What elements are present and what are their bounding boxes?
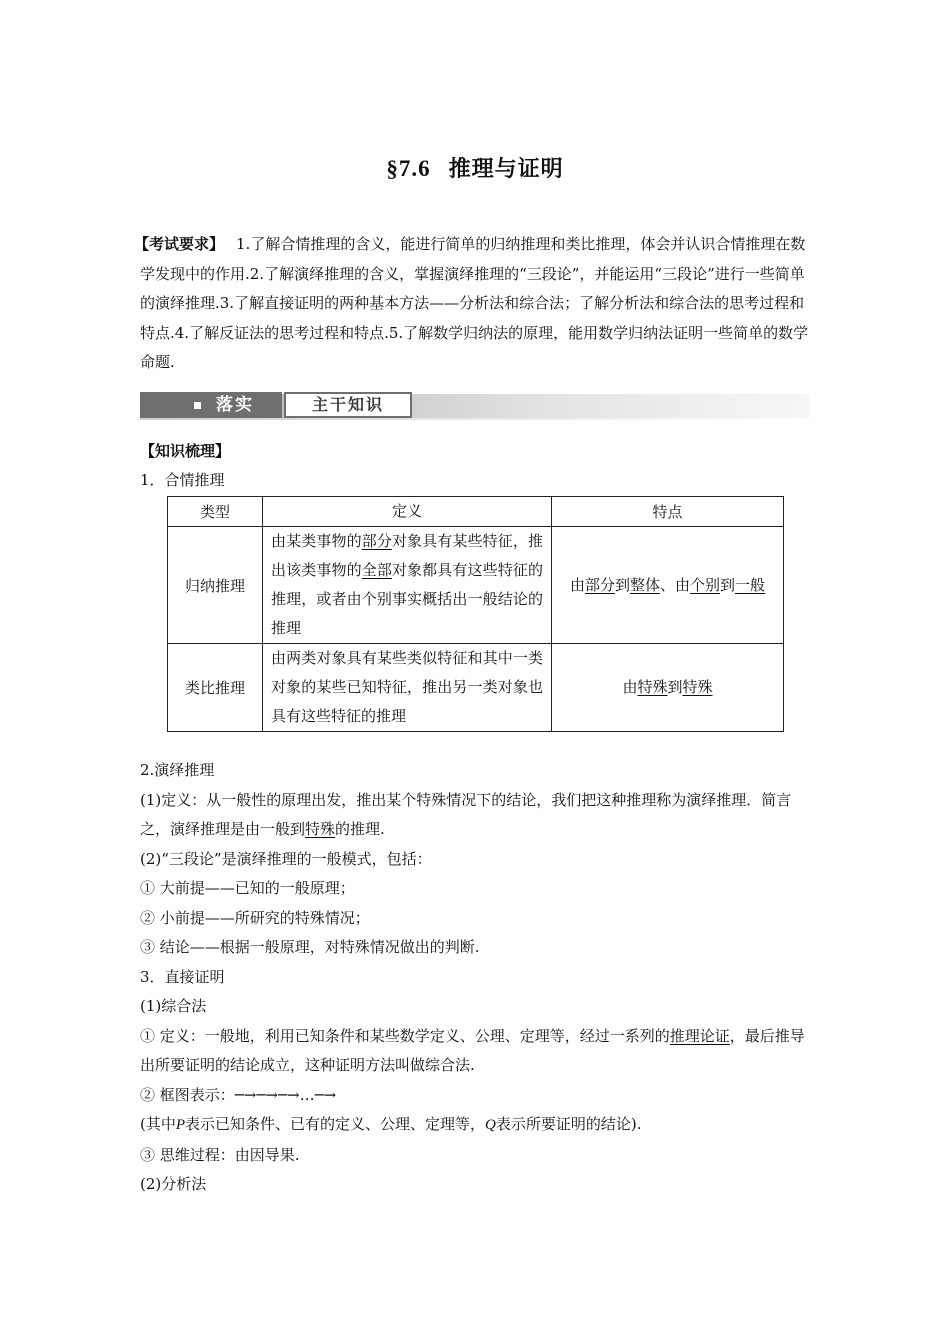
underlined-answer: 推理论证 <box>669 1026 730 1045</box>
text-span: 由某类事物的 <box>271 532 362 550</box>
underlined-answer: 整体 <box>629 575 660 594</box>
underlined-answer: 特殊 <box>637 678 668 696</box>
header-definition: 定义 <box>263 497 552 527</box>
underlined-answer: 全部 <box>361 561 392 579</box>
math-variable: P <box>175 1117 186 1133</box>
text-span: (其中 <box>140 1115 176 1133</box>
body-text <box>140 756 812 1200</box>
text-span: 由 <box>622 678 638 696</box>
paragraph <box>140 1022 812 1081</box>
flow-arrows: ─→─→─→…─→ <box>234 1085 337 1104</box>
paragraph <box>140 1110 812 1141</box>
requirements-text: 1.了解合情推理的含义，能进行简单的归纳推理和类比推理，体会并认识合情推理在数学发现中的作用.2.了解演绎推理的含义，掌握演绎推理的“三段论”，并能运用“三段论”进行一些简单的演绎推理.3.了解直接证明的两种基本方法——分析法和综合法；了解分析法和综合法的思考过程和特点.4.了解反证法的思考过程和特点.5.了解数学归纳法的原理，能用数学归纳法证明一些简单的数学命题. <box>140 235 809 371</box>
text-span: (1)定义：从一般性的原理出发，推出某个特殊情况下的结论，我们把这种推理称为演绎推理．简言之，演绎推理是由一般到 <box>140 790 792 838</box>
math-variable: Q <box>485 1117 496 1133</box>
cell-feature <box>552 527 784 644</box>
exam-requirements <box>134 230 812 378</box>
requirements-label: 【考试要求】 <box>134 235 225 253</box>
text-span: 表示已知条件、已有的定义、公理、定理等， <box>185 1115 486 1133</box>
banner-right-text: 主干知识 <box>284 392 412 418</box>
underlined-answer: 部分 <box>361 532 392 550</box>
list-item: ① 大前提——已知的一般原理； <box>140 879 355 897</box>
heading-direct-proof: 3．直接证明 <box>140 967 225 986</box>
text-span: ① 定义：一般地，利用已知条件和某些数学定义、公理、定理等，经过一系列的 <box>140 1026 670 1045</box>
underlined-answer: 一般 <box>735 575 766 594</box>
page-title <box>0 152 950 183</box>
cell-definition <box>263 527 552 644</box>
text-span: ，最后推导出所要证明的结论成立，这种证明方法叫做综合法. <box>140 1026 805 1074</box>
square-bullet-icon <box>194 402 201 409</box>
paragraph <box>140 786 812 845</box>
header-feature: 特点 <box>552 497 784 527</box>
heading-deductive-reasoning: 2.演绎推理 <box>140 761 215 779</box>
list-item <box>140 1081 812 1111</box>
list-item: ② 小前提——所研究的特殊情况； <box>140 908 370 927</box>
paragraph: (2)“三段论”是演绎推理的一般模式，包括： <box>140 849 432 868</box>
table-header-row <box>168 497 784 527</box>
section-title: 推理与证明 <box>448 157 564 182</box>
banner-shadow <box>140 418 810 420</box>
cell-feature <box>552 644 784 732</box>
table-row <box>168 527 784 644</box>
knowledge-heading: 【知识梳理】 <box>140 442 231 460</box>
text-span: ② 框图表示： <box>140 1085 235 1104</box>
text-span: 对象具有某些特征，推出该类事物的 <box>271 532 543 579</box>
underlined-answer: 特殊 <box>305 820 336 838</box>
subheading-analysis: (2)分析法 <box>140 1175 207 1193</box>
text-span: 的推理. <box>335 820 385 838</box>
header-type: 类型 <box>168 497 263 527</box>
text-span: 到 <box>720 575 736 594</box>
reasoning-table <box>167 496 784 732</box>
text-span: 对象都具有这些特征的推理，或者由个别事实概括出一般结论的推理 <box>271 561 543 637</box>
text-span: 到 <box>667 678 683 696</box>
heading-plausible-reasoning: 1．合情推理 <box>140 471 225 489</box>
subheading-synthesis: (1)综合法 <box>140 997 207 1015</box>
banner-dark-block <box>140 392 282 418</box>
underlined-answer: 个别 <box>690 575 721 594</box>
table-row <box>168 644 784 732</box>
underlined-answer: 特殊 <box>682 678 713 696</box>
text-span: 到 <box>614 575 630 594</box>
underlined-answer: 部分 <box>584 575 615 594</box>
text-span: 表示所要证明的结论). <box>495 1115 642 1133</box>
cell-type: 类比推理 <box>168 644 263 732</box>
banner-left-text: 落实 <box>216 395 254 415</box>
list-item: ③ 结论——根据一般原理，对特殊情况做出的判断. <box>140 938 480 956</box>
section-number: §7.6 <box>386 156 431 181</box>
list-item: ③ 思维过程：由因导果. <box>140 1145 300 1164</box>
text-span: 由 <box>569 575 585 594</box>
cell-definition: 由两类对象具有某些类似特征和其中一类对象的某些已知特征，推出另一类对象也具有这些特征的推理 <box>263 644 552 732</box>
cell-type: 归纳推理 <box>168 527 263 644</box>
section-banner <box>140 386 810 420</box>
text-span: 、由 <box>660 575 691 594</box>
